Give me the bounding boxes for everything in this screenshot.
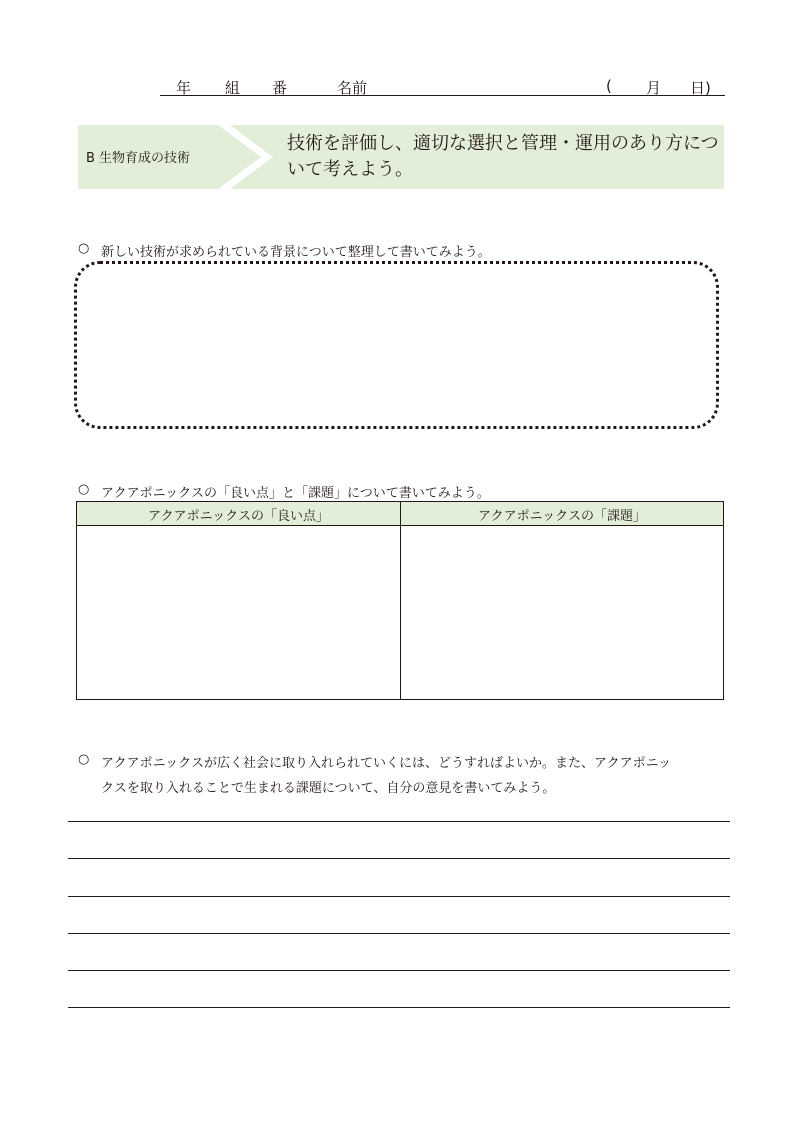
answer-cell-good-points[interactable] bbox=[77, 526, 400, 698]
question-2: アクアポニックスの「良い点」と「課題」について書いてみよう。 bbox=[101, 486, 490, 501]
day-label: 日) bbox=[690, 79, 711, 97]
question-1: 新しい技術が求められている背景について整理して書いてみよう。 bbox=[101, 245, 491, 260]
year-label: 年 bbox=[176, 79, 192, 97]
class-label: 組 bbox=[225, 79, 241, 97]
answer-box-1[interactable] bbox=[74, 261, 719, 429]
number-label: 番 bbox=[272, 79, 288, 97]
unit-label: B 生物育成の技術 bbox=[86, 151, 191, 166]
pros-cons-table bbox=[76, 501, 724, 700]
column-header-good-points: アクアポニックスの「良い点」 bbox=[148, 509, 329, 524]
writing-line[interactable] bbox=[68, 970, 730, 971]
question-3-line-1: アクアポニックスが広く社会に取り入れられていくには、どうすればよいか。また、アクアポニッ bbox=[101, 756, 672, 771]
name-label: 名前 bbox=[337, 79, 368, 97]
bullet-circle-icon: ○ bbox=[78, 241, 90, 256]
column-header-issues: アクアポニックスの「課題」 bbox=[478, 509, 646, 524]
writing-line[interactable] bbox=[68, 1007, 730, 1008]
chevron-icon bbox=[218, 125, 273, 189]
writing-line[interactable] bbox=[68, 896, 730, 897]
date-paren-open: ( bbox=[606, 77, 612, 95]
month-label: 月 bbox=[646, 79, 662, 97]
answer-cell-issues[interactable] bbox=[401, 526, 723, 698]
lesson-title: 技術を評価し、適切な選択と管理・運用のあり方について考えよう。 bbox=[287, 133, 719, 180]
question-3-line-2: クスを取り入れることで生まれる課題について、自分の意見を書いてみよう。 bbox=[101, 781, 556, 796]
bullet-circle-icon: ○ bbox=[78, 752, 90, 767]
writing-line[interactable] bbox=[68, 858, 730, 859]
writing-line[interactable] bbox=[68, 933, 730, 934]
bullet-circle-icon: ○ bbox=[78, 482, 90, 497]
name-underline[interactable] bbox=[160, 95, 725, 96]
writing-line[interactable] bbox=[68, 821, 730, 822]
